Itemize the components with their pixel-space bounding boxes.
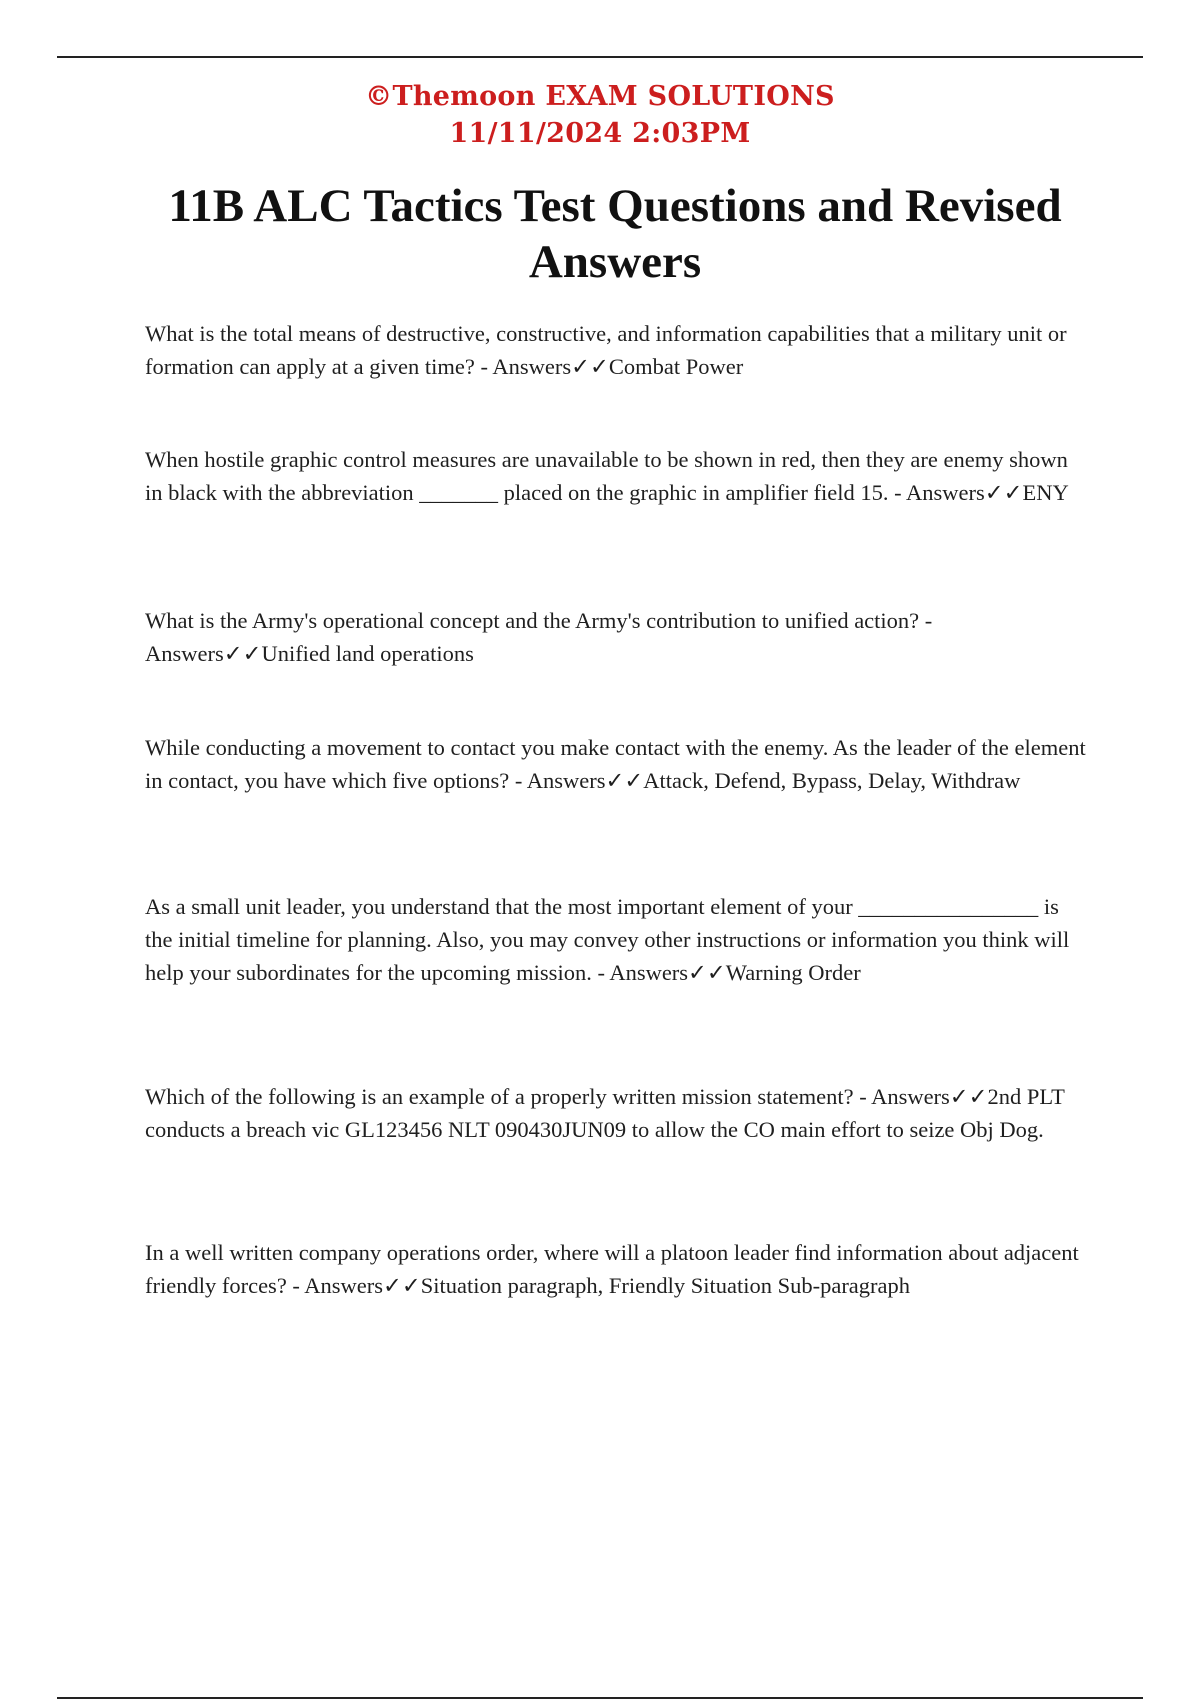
qa-entry: In a well written company operations order, where will a platoon leader find information about adjacent friendly forces? - Answers✓✓Situation paragraph, Friendly Situation Sub-paragraph [145, 1240, 1079, 1298]
qa-entry: When hostile graphic control measures are unavailable to be shown in red, then they are enemy shown in black with the abbreviation _______ placed on the graphic in amplifier field 15. - Answers✓✓ENY [145, 447, 1069, 505]
document-title: 11B ALC Tactics Test Questions and Revised Answers [168, 180, 1062, 288]
watermark-header [0, 78, 1200, 152]
qa-entry: Which of the following is an example of a properly written mission statement? - Answers✓✓2nd PLT conducts a breach vic GL123456 NLT 090430JUN09 to allow the CO main effort to seize Obj Dog. [145, 1084, 1065, 1142]
qa-entry: What is the Army's operational concept and the Army's contribution to unified action? - Answers✓✓Unified land operations [145, 608, 933, 666]
top-rule [57, 56, 1143, 58]
qa-entry: As a small unit leader, you understand that the most important element of your ________________ is the initial timeline for planning. Also, you may convey other instructions or information you think will help your subordinates for the upcoming mission. - Answers✓✓Warning Order [145, 894, 1070, 985]
qa-entry: While conducting a movement to contact you make contact with the enemy. As the leader of the element in contact, you have which five options? - Answers✓✓Attack, Defend, Bypass, Delay, Withdraw [145, 735, 1086, 793]
bottom-rule [57, 1697, 1143, 1699]
qa-entry: What is the total means of destructive, constructive, and information capabilities that a military unit or formation can apply at a given time? - Answers✓✓Combat Power [145, 321, 1067, 379]
watermark-line-1: ©Themoon EXAM SOLUTIONS [365, 81, 835, 112]
watermark-line-2: 11/11/2024 2:03PM [449, 118, 751, 149]
